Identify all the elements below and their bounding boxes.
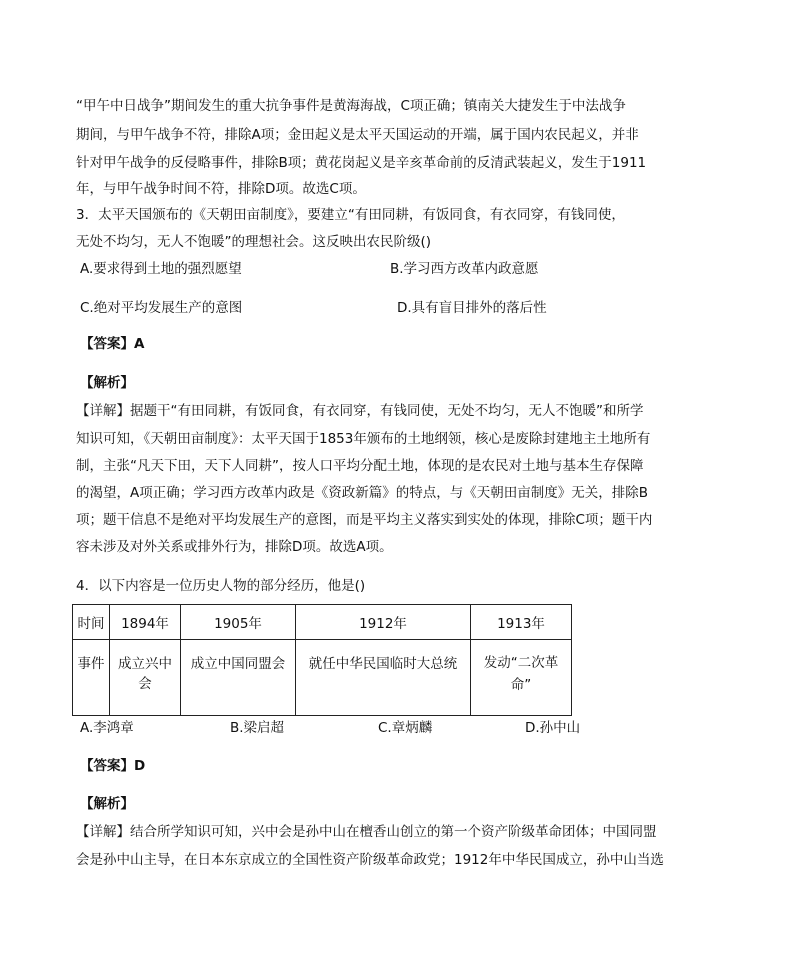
q3-analysis-line-5: 项；题干信息不是绝对平均发展生产的意图，而是平均主义落实到实处的体现，排除C项；题干内 <box>76 512 653 528</box>
q3-stem-line-1: 3．太平天国颁布的《天朝田亩制度》，要建立“有田同耕，有饭同食，有衣同穿，有钱同使， <box>76 207 625 223</box>
q4-analysis-line-1: 【详解】结合所学知识可知，兴中会是孙中山在檀香山创立的第一个资产阶级革命团体；中国同盟 <box>76 824 657 840</box>
prev-analysis-line-2: 期间，与甲午战争不符，排除A项；金田起义是太平天国运动的开端，属于国内农民起义，并非 <box>76 127 639 143</box>
table-cell: 成立中国同盟会 <box>181 640 296 716</box>
q4-option-c: C.章炳麟 <box>378 720 433 736</box>
table-cell: 发动“二次革命” <box>471 640 572 716</box>
q3-analysis-line-6: 容未涉及对外关系或排外行为，排除D项。故选A项。 <box>76 539 393 555</box>
q4-option-a: A.李鸿章 <box>80 720 134 736</box>
q3-analysis-line-4: 的渴望，A项正确；学习西方改革内政是《资政新篇》的特点，与《天朝田亩制度》无关，排除B <box>76 485 648 501</box>
table-row <box>73 640 572 716</box>
q3-analysis-heading: 【解析】 <box>80 375 134 391</box>
table-cell: 就任中华民国临时大总统 <box>296 640 471 716</box>
table-header-cell: 1894年 <box>110 605 181 640</box>
q3-option-b: B.学习西方改革内政意愿 <box>390 261 539 277</box>
prev-analysis-line-4: 年，与甲午战争时间不符，排除D项。故选C项。 <box>76 181 366 197</box>
q3-analysis-line-1: 【详解】据题干“有田同耕，有饭同食，有衣同穿，有钱同使，无处不均匀，无人不饱暖”和所学 <box>76 403 644 419</box>
q3-option-a: A.要求得到土地的强烈愿望 <box>80 261 242 277</box>
q4-analysis-heading: 【解析】 <box>80 796 134 812</box>
q4-option-b: B.梁启超 <box>230 720 285 736</box>
q4-events-table <box>72 604 572 716</box>
table-cell: 事件 <box>73 640 110 716</box>
q3-analysis-line-3: 制，主张“凡天下田，天下人同耕”，按人口平均分配土地，体现的是农民对土地与基本生存保障 <box>76 458 644 474</box>
q4-stem: 4．以下内容是一位历史人物的部分经历，他是() <box>76 578 366 594</box>
table-header-row <box>73 605 572 640</box>
table-header-cell: 时间 <box>73 605 110 640</box>
q3-option-c: C.绝对平均发展生产的意图 <box>80 300 243 316</box>
q4-answer: 【答案】D <box>80 758 146 774</box>
q3-answer: 【答案】A <box>80 336 145 352</box>
table-header-cell: 1913年 <box>471 605 572 640</box>
q3-stem-line-2: 无处不均匀，无人不饱暖”的理想社会。这反映出农民阶级() <box>76 234 432 250</box>
q4-analysis-line-2: 会是孙中山主导，在日本东京成立的全国性资产阶级革命政党；1912年中华民国成立，孙中山当选 <box>76 852 664 868</box>
q3-option-d: D.具有盲目排外的落后性 <box>397 300 547 316</box>
table-header-cell: 1905年 <box>181 605 296 640</box>
prev-analysis-line-3: 针对甲午战争的反侵略事件，排除B项；黄花岗起义是辛亥革命前的反清武装起义，发生于1911 <box>76 155 647 171</box>
q3-analysis-line-2: 知识可知，《天朝田亩制度》：太平天国于1853年颁布的土地纲领，核心是废除封建地主土地所有 <box>76 431 651 447</box>
table-cell: 成立兴中会 <box>110 640 181 716</box>
q4-option-d: D.孙中山 <box>525 720 581 736</box>
prev-analysis-line-1: “甲午中日战争”期间发生的重大抗争事件是黄海海战，C项正确；镇南关大捷发生于中法战争 <box>76 98 626 114</box>
table-header-cell: 1912年 <box>296 605 471 640</box>
